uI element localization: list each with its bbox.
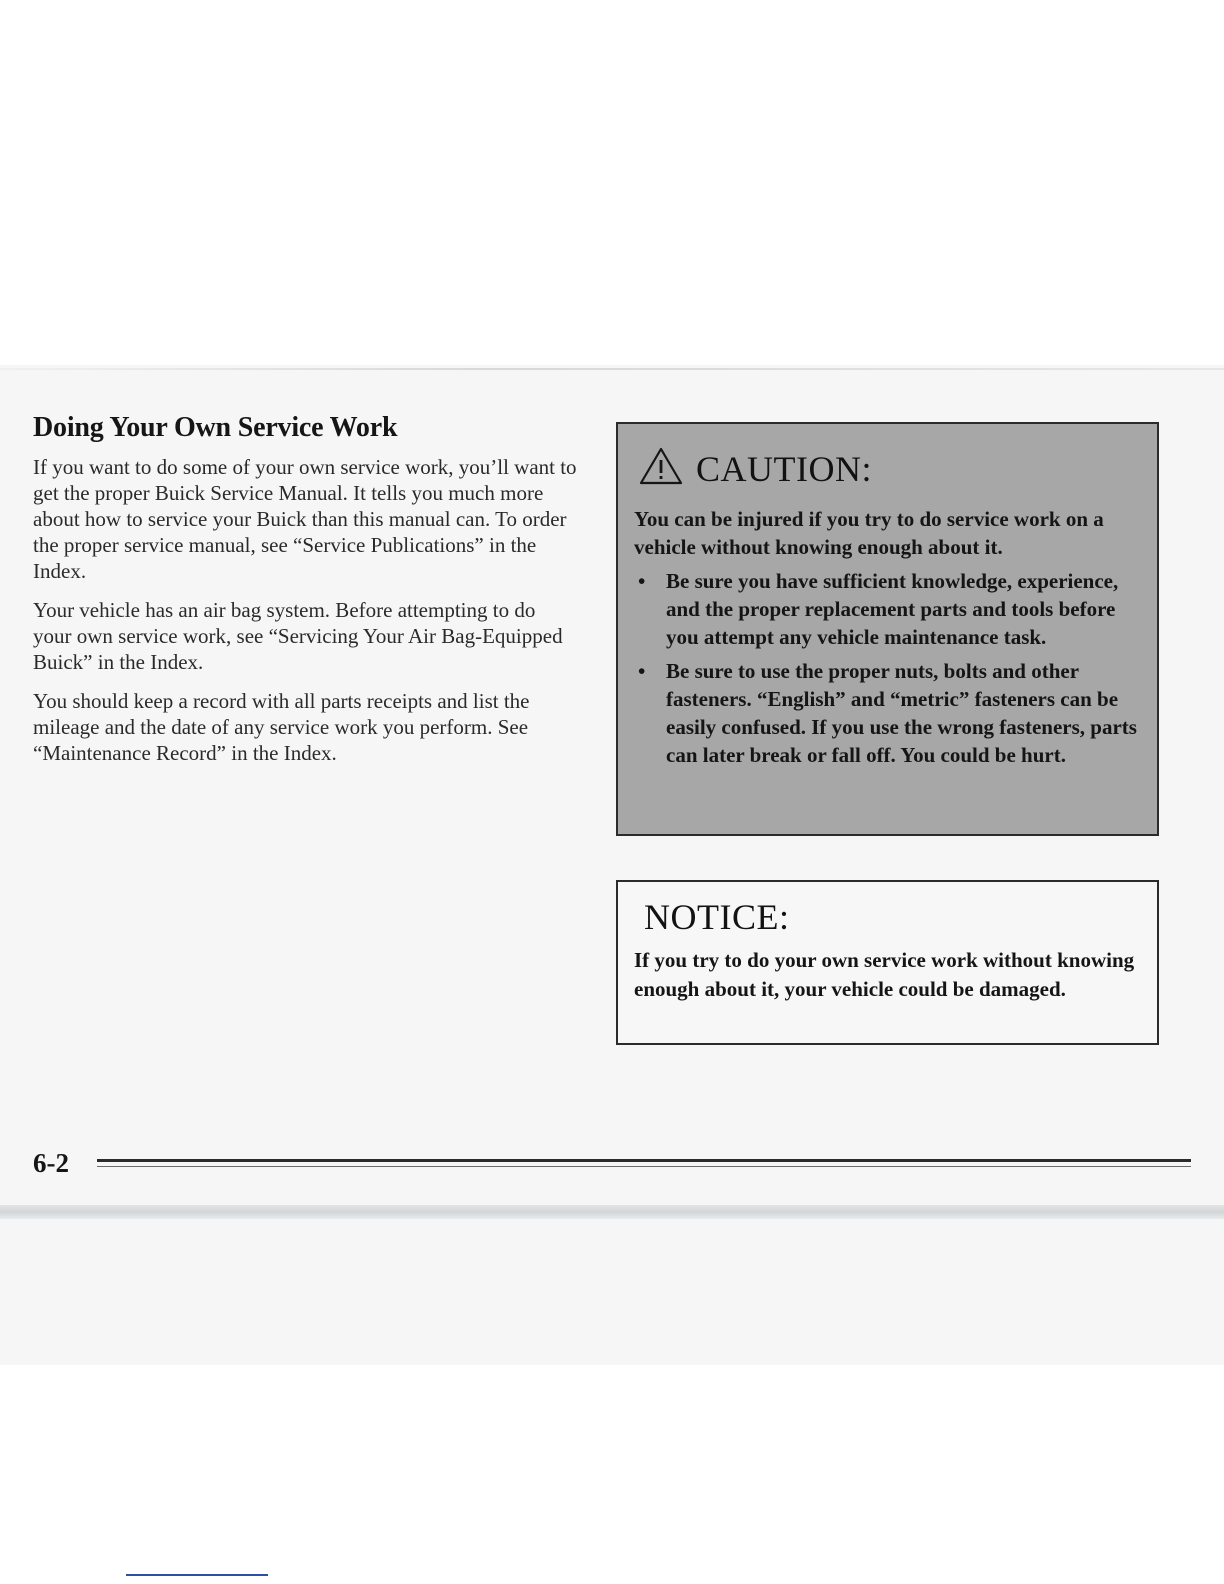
bullet-icon: • xyxy=(638,659,646,683)
notice-title: NOTICE: xyxy=(644,897,790,937)
footer-rule-thin xyxy=(97,1166,1191,1167)
scan-edge-top xyxy=(0,368,1224,370)
paragraph-air-bag: Your vehicle has an air bag system. Before attempting to do your own service work, see “Servicing Your Air Bag-Equipped Buick” in the Index. xyxy=(33,598,563,674)
bottom-underline-mark xyxy=(126,1574,268,1576)
notice-text: If you try to do your own service work without knowing enough about it, your vehicle could be damaged. xyxy=(634,948,1135,1001)
caution-bullet-item xyxy=(634,657,1139,769)
service-work-section xyxy=(33,412,578,779)
paragraph-service-manual: If you want to do some of your own service work, you’ll want to get the proper Buick Service Manual. It tells you much more about how to service your Buick than this manual can. To order the proper service manual, see “Service Publications” in the Index. xyxy=(33,455,577,583)
paragraph-maintenance-record: You should keep a record with all parts receipts and list the mileage and the date of any service work you perform. See “Maintenance Record” in the Index. xyxy=(33,689,530,765)
caution-bullet-text: Be sure to use the proper nuts, bolts and other fasteners. “English” and “metric” fasteners can be easily confused. If you use the wrong fasteners, parts can later break or fall off. You could be hurt. xyxy=(666,659,1137,767)
caution-list xyxy=(634,567,1139,769)
caution-intro: You can be injured if you try to do service work on a vehicle without knowing enough about it. xyxy=(634,507,1104,559)
caution-bullet-item xyxy=(634,567,1139,651)
footer-rule xyxy=(97,1159,1191,1162)
notice-box xyxy=(616,880,1159,1045)
page-number: 6-2 xyxy=(33,1148,69,1178)
caution-bullet-text: Be sure you have sufficient knowledge, experience, and the proper replacement parts and tools before you attempt any vehicle maintenance task. xyxy=(666,569,1119,649)
bullet-icon: • xyxy=(638,569,646,593)
page-footer xyxy=(33,1146,1163,1186)
scan-edge-bottom xyxy=(0,1205,1224,1219)
caution-title: CAUTION: xyxy=(696,448,872,489)
section-title: Doing Your Own Service Work xyxy=(33,412,398,443)
caution-box xyxy=(616,422,1159,836)
warning-triangle-icon xyxy=(638,446,684,491)
caution-header xyxy=(638,446,1139,491)
